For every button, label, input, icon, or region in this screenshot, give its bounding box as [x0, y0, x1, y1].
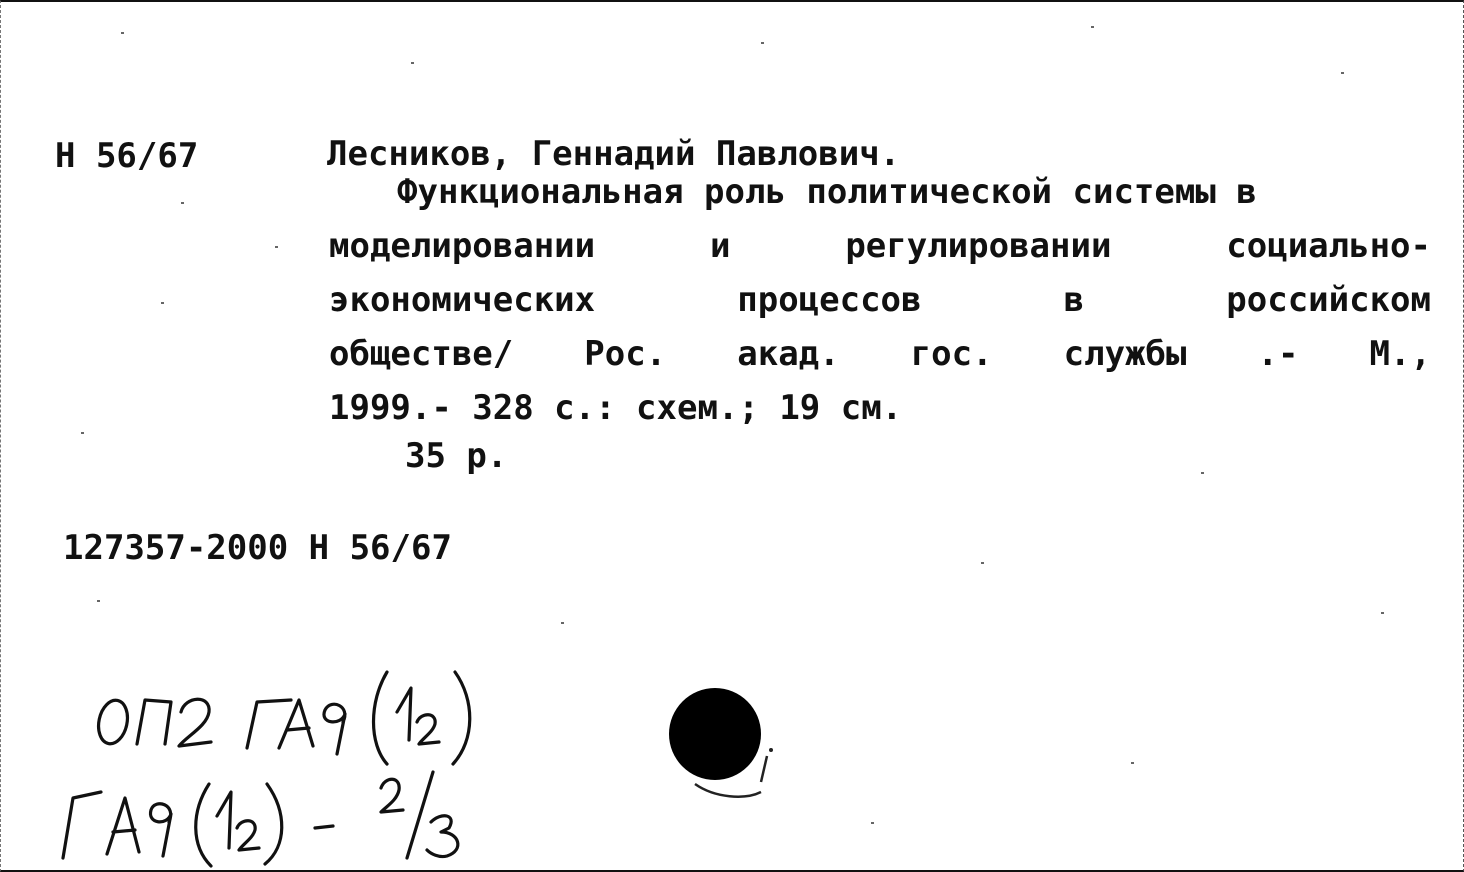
price: 35 р.	[405, 436, 508, 476]
scan-speckle	[181, 202, 184, 204]
scan-speckle	[761, 42, 764, 44]
description-word: .-	[1257, 334, 1299, 374]
description-word: экономических	[329, 280, 596, 320]
description-line	[329, 327, 1431, 381]
scan-speckle	[1131, 762, 1134, 764]
scan-speckle	[121, 32, 124, 34]
description-word: российском	[1226, 280, 1431, 320]
description-word: М.,	[1369, 334, 1431, 374]
accession-number: 127357-2000 Н 56/67	[63, 528, 452, 568]
scan-speckle	[1381, 612, 1384, 614]
handwritten-line-1	[95, 672, 470, 764]
scan-speckle	[871, 822, 874, 824]
scan-speckle	[561, 622, 564, 624]
scan-speckle	[1091, 26, 1094, 28]
smudge-mark	[691, 722, 791, 802]
description-word: 1999.- 328 с.: схем.; 19 см.	[329, 388, 903, 428]
description-word: акад.	[737, 334, 840, 374]
scan-speckle	[1201, 472, 1204, 474]
description-word: социально-	[1226, 226, 1431, 266]
description-word: процессов	[737, 280, 922, 320]
description-word: регулировании	[845, 226, 1112, 266]
description-line	[329, 381, 1431, 435]
handwritten-notes	[51, 652, 511, 868]
description-word: моделировании	[329, 226, 596, 266]
description-line	[329, 219, 1431, 273]
scan-speckle	[411, 62, 414, 64]
description-line	[329, 165, 1431, 219]
scan-speckle	[1341, 72, 1344, 74]
scan-speckle	[981, 562, 984, 564]
description-word: службы	[1063, 334, 1187, 374]
scan-speckle	[97, 600, 100, 602]
description-word: гос.	[910, 334, 993, 374]
description-word: Рос.	[584, 334, 667, 374]
author-heading: Лесников, Геннадий Павлович.	[327, 134, 901, 174]
description-word: и	[709, 226, 731, 266]
description-word: Функциональная роль политической системы в	[397, 172, 1257, 212]
description-line	[329, 273, 1431, 327]
shelfmark: Н 56/67	[55, 136, 199, 176]
scan-speckle	[161, 302, 164, 304]
scan-speckle	[275, 246, 278, 248]
handwritten-line-2	[63, 772, 458, 866]
scan-speckle	[81, 432, 84, 434]
description-word: в	[1063, 280, 1085, 320]
description-word: обществе/	[329, 334, 514, 374]
bibliographic-description	[329, 165, 1431, 435]
